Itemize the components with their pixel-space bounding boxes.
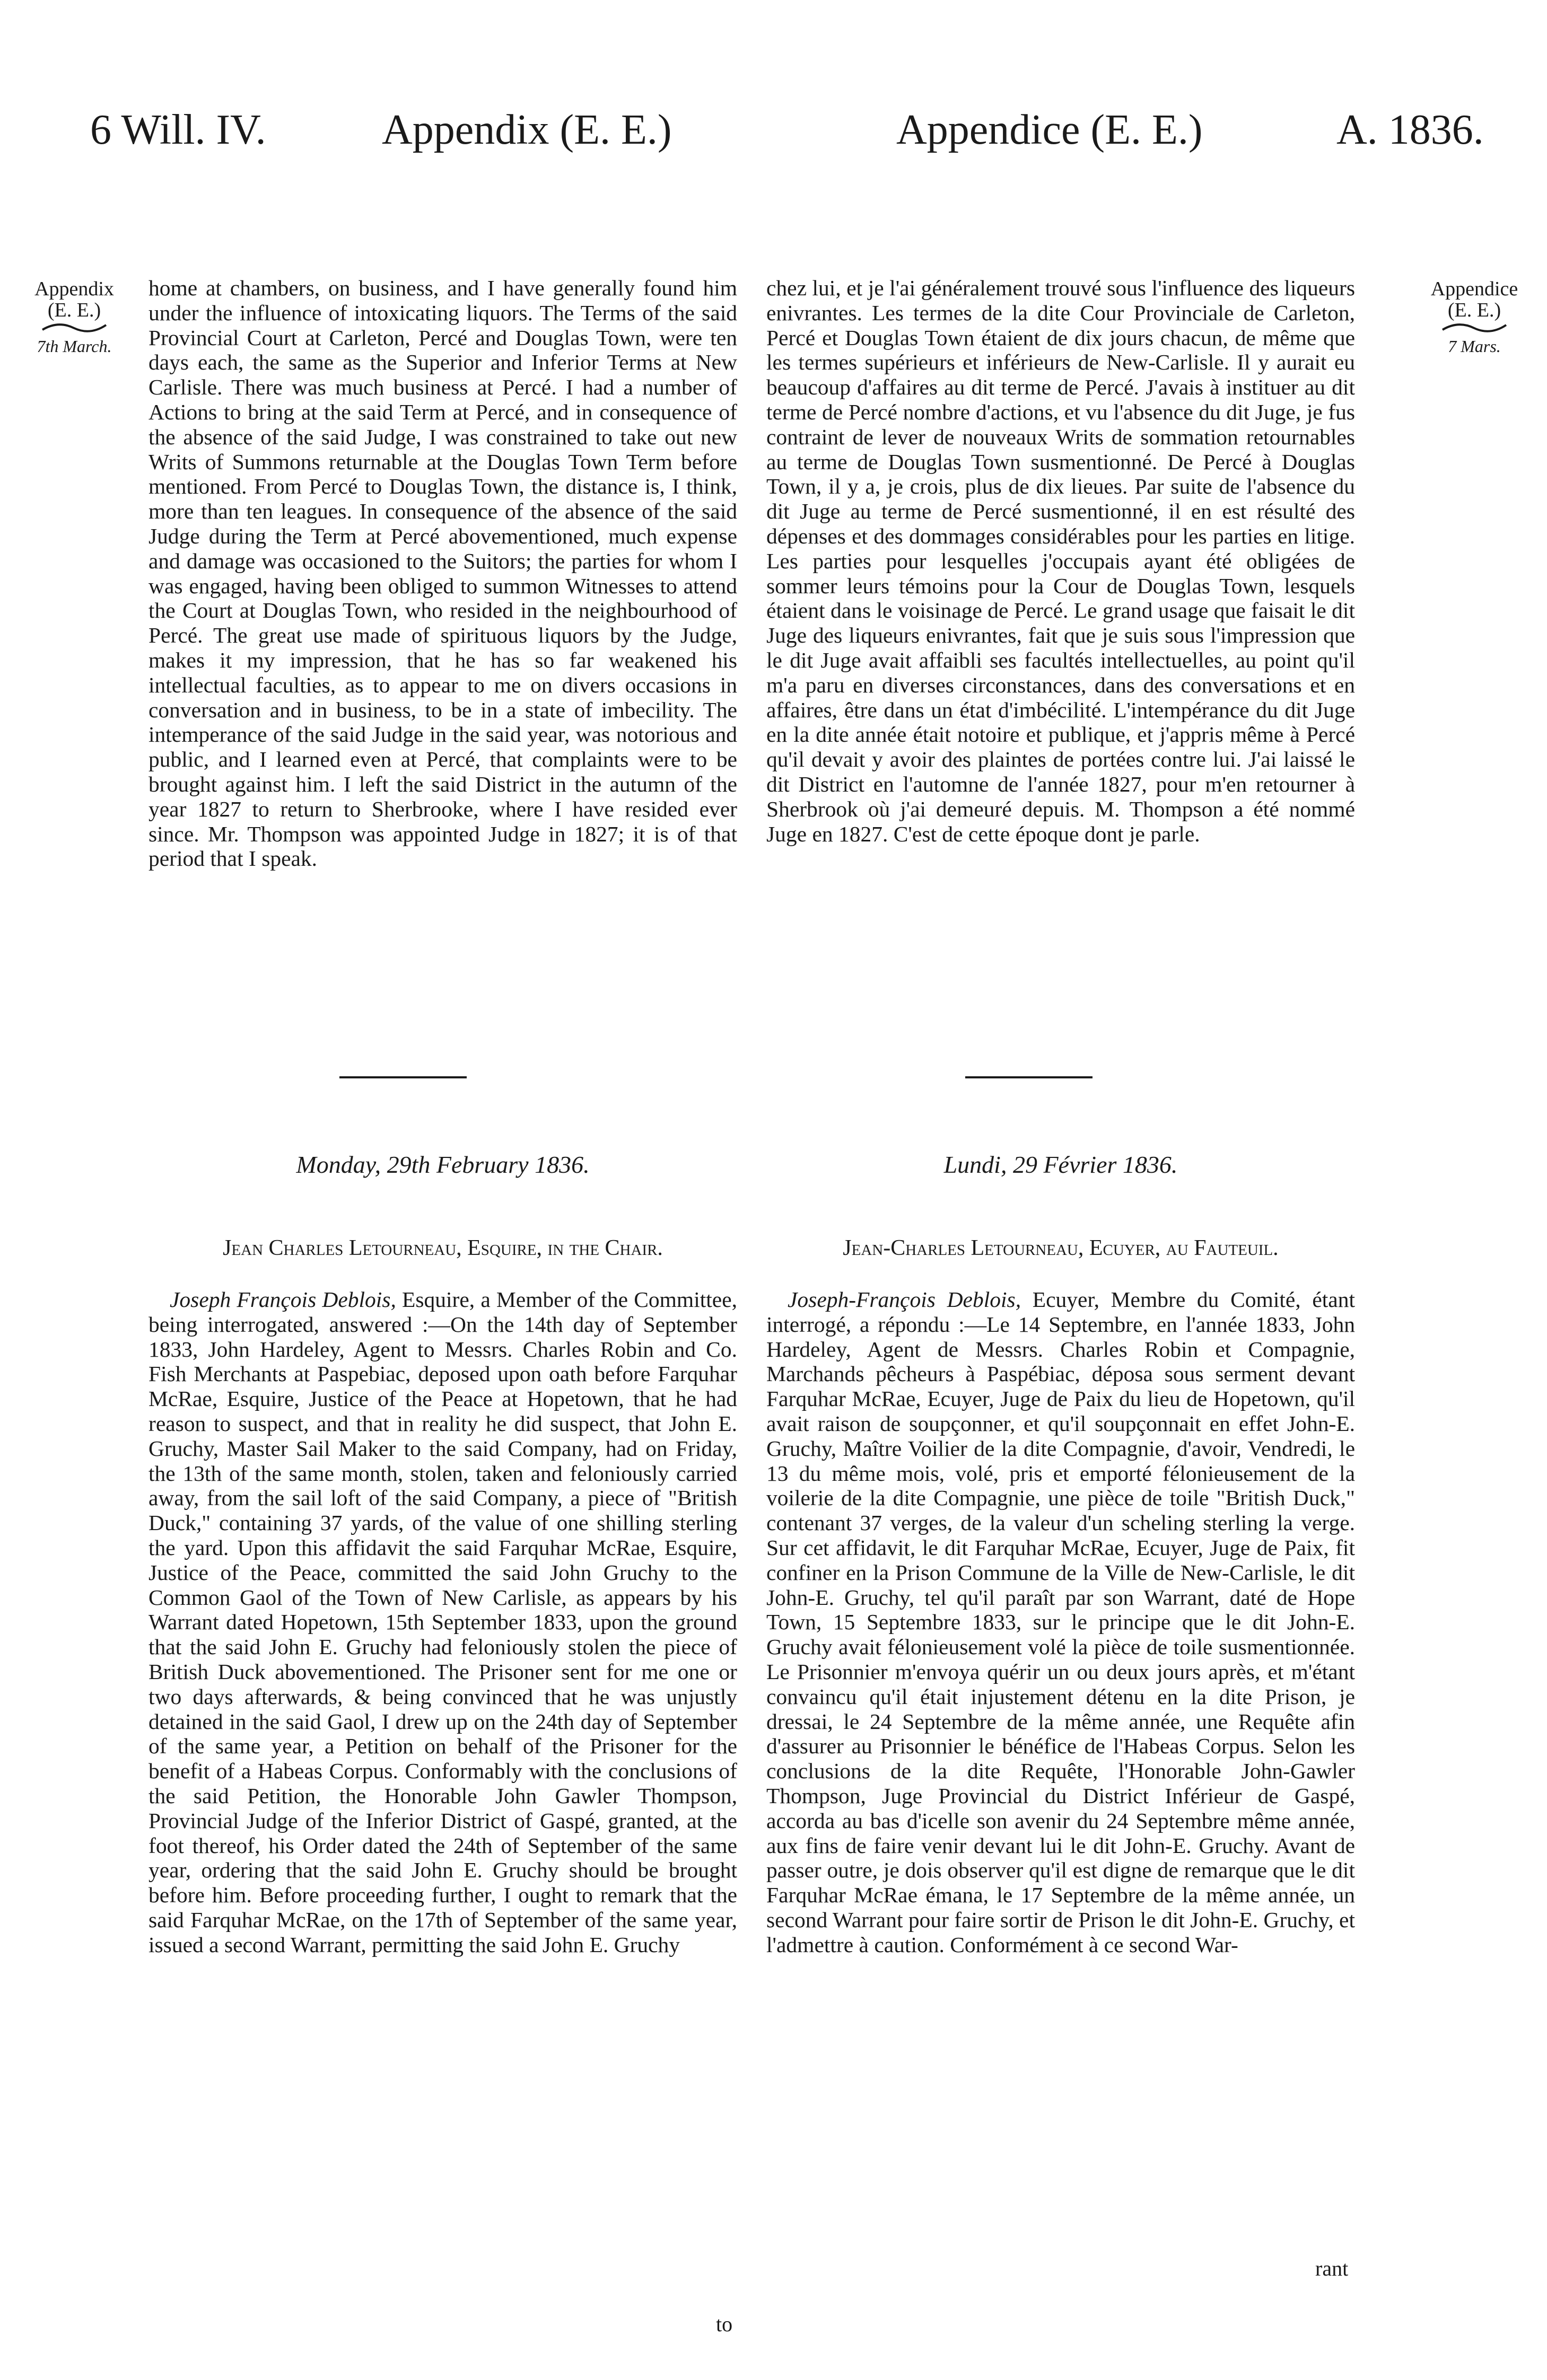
ornament-swash-icon <box>1440 322 1509 333</box>
witness-name: Joseph-François Deblois, <box>788 1287 1021 1312</box>
french-column-bottom <box>766 1287 1355 1957</box>
english-column-bottom <box>148 1287 737 1957</box>
section-rule-left <box>339 1076 467 1078</box>
catchword-french: rant <box>1315 2256 1349 2280</box>
paragraph: chez lui, et je l'ai généralement trouvé sous l'influence des liqueurs enivrantes. Les termes de la dite Cour Provinciale de Carleton, Percé et Douglas Town étaient de dix jours chacun, de même que les termes supérieurs et inférieurs de New-Carlisle. Il y aurait eu beaucoup d'affaires au dit terme de Percé. J'avais à instituer au dit terme de Percé nombre d'actions, et vu l'absence du dit Juge, je fus contraint de lever de nouveaux Writs de sommation retournables au terme de Douglas Town susmentionné. De Percé à Douglas Town, il y a, je crois, plus de dix lieues. Par suite de l'absence du dit Juge au terme de Percé susmentionné, il en est résulté des dépenses et des dommages considérables pour les parties en litige. Les parties pour lesquelles j'occupais ayant été obligées de sommer leurs témoins pour la Cour de Douglas Town, lesquels étaient dans le voisinage de Percé. Le grand usage que faisait le dit Juge des liqueurs enivrantes, fait que je suis sous l'impression que le dit Juge avait affaibli ses facultés intellectuelles, au point qu'il m'a paru en diverses circonstances, dans des conversations et en affaires, être dans un état d'imbécilité. L'intempérance du dit Juge en la dite année était notoire et publique, et j'appris même à Percé qu'il devait y avoir des plaintes de portées contre lui. J'ai laissé le dit District en l'automne de l'année 1827, pour m'en retourner à Sherbrook où j'ai demeuré depuis. M. Thompson a été nommé Juge en 1827. C'est de cette époque dont je parle. <box>766 276 1355 846</box>
margin-sub: (E. E.) <box>47 299 101 321</box>
margin-label: Appendice <box>1430 278 1518 300</box>
running-header <box>85 101 1547 159</box>
margin-note-right <box>1408 278 1541 357</box>
header-appendix-fr: Appendice (E. E.) <box>896 107 1203 153</box>
paragraph <box>766 1287 1355 1957</box>
dateline-english: Monday, 29th February 1836. <box>296 1151 590 1178</box>
chair-line-english: Jean Charles Letourneau, Esquire, in the Chair. <box>223 1236 663 1260</box>
header-year: A. 1836. <box>1336 107 1484 153</box>
paragraph: home at chambers, on business, and I have generally found him under the influence of intoxicating liquors. The Terms of the said Provincial Court at Carleton, Percé and Douglas Town, were ten days each, the same as the Superior and Inferior Terms at New Carlisle. There was much business at Percé. I had a number of Actions to bring at the said Term at Percé, and in consequence of the absence of the said Judge, I was constrained to take out new Writs of Summons returnable at the Douglas Town Term before mentioned. From Percé to Douglas Town, the distance is, I think, more than ten leagues. In consequence of the absence of the said Judge during the Term at Percé abovementioned, much expense and damage was occasioned to the Suitors; the parties for whom I was engaged, having been obliged to summon Witnesses to attend the Court at Douglas Town, who resided in the neighbourhood of Percé. The great use made of spirituous liquors by the Judge, makes it my impression, that he has so far weakened his intellectual faculties, as to appear to me on divers occasions in conversation and in business, to be in a state of imbecility. The intemperance of the said Judge in the said year, was notorious and public, and I learned even at Percé, that complaints were to be brought against him. I left the said District in the autumn of the year 1827 to return to Sherbrooke, where I have resided ever since. Mr. Thompson was appointed Judge in 1827; it is of that period that I speak. <box>148 276 737 871</box>
english-column-top <box>148 276 737 871</box>
dateline-french: Lundi, 29 Février 1836. <box>943 1151 1178 1178</box>
margin-date: 7th March. <box>37 337 112 356</box>
margin-note-left <box>11 278 138 357</box>
margin-label: Appendix <box>34 278 114 300</box>
testimony-text: Esquire, a Member of the Committee, being interrogated, answered :—On the 14th day of September 1833, John Hardeley, Agent to Messrs. Charles Robin and Co. Fish Merchants at Paspebiac, deposed upon oath before Farquhar McRae, Esquire, Justice of the Peace at Hopetown, that he had reason to suspect, and that in reality he did suspect, that John E. Gruchy, Master Sail Maker to the said Company, had on Friday, the 13th of the same month, stolen, taken and feloniously carried away, from the sail loft of the said Company, a piece of "British Duck," containing 37 yards, of the value of one shilling sterling the yard. Upon this affidavit the said Farquhar McRae, Esquire, Justice of the Peace, committed the said John Gruchy to the Common Gaol of the Town of New Carlisle, as appears by his Warrant dated Hopetown, 15th September 1833, upon the ground that the said John E. Gruchy had feloniously stolen the piece of British Duck abovementioned. The Prisoner sent for me one or two days afterwards, & being convinced that he was unjustly detained in the said Gaol, I drew up on the 24th day of September of the same year, a Petition on behalf of the Prisoner for the benefit of a Habeas Corpus. Conformably with the conclusions of the said Petition, the Honorable John Gawler Thompson, Provincial Judge of the Inferior District of Gaspé, granted, at the foot thereof, his Order dated the 24th of September of the same year, ordering that the said John E. Gruchy should be brought before him. Before proceeding further, I ought to remark that the said Farquhar McRae, on the 17th of September of the same year, issued a second Warrant, permitting the said John E. Gruchy <box>148 1287 737 1957</box>
french-column-top <box>766 276 1355 846</box>
margin-date: 7 Mars. <box>1448 337 1501 356</box>
witness-name: Joseph François Deblois, <box>170 1287 396 1312</box>
margin-sub: (E. E.) <box>1447 299 1501 321</box>
testimony-text: Ecuyer, Membre du Comité, étant interrogé, a répondu :—Le 14 Septembre, en l'année 1833, John Hardeley, Agent de Messrs. Charles Robin et Compagnie, Marchands pêcheurs à Paspébiac, déposa sous serment devant Farquhar McRae, Ecuyer, Juge de Paix du lieu de Hopetown, qu'il avait raison de soupçonner, et qu'il soupçonnait en effet John-E. Gruchy, Maître Voilier de la dite Compagnie, d'avoir, Vendredi, le 13 du même mois, volé, pris et emporté félonieusement de la voilerie de la dite Compagnie, une pièce de toile "British Duck," contenant 37 verges, de la valeur d'un scheling sterling la verge. Sur cet affidavit, le dit Farquhar McRae, Ecuyer, Juge de Paix, fit confiner en la Prison Commune de la Ville de New-Carlisle, le dit John-E. Gruchy, tel qu'il paraît par son Warrant, daté de Hope Town, 15 Septembre 1833, sur le principe que le dit John-E. Gruchy avait félonieusement volé la pièce de toile susmentionnée. Le Prisonnier m'envoya quérir un ou deux jours après, et m'étant convaincu qu'il était injustement détenu en la dite Prison, je dressai, le 24 Septembre de la même année, une Requête afin d'assurer au Prisonnier le bénéfice de l'Habeas Corpus. Selon les conclusions de la dite Requête, l'Honorable John-Gawler Thompson, Juge Provincial du District Inférieur de Gaspé, accorda au bas d'icelle son avenir du 24 Septembre même année, aux fins de faire venir devant lui le dit John-E. Gruchy. Avant de passer outre, je dois observer qu'il est digne de remarque que le dit Farquhar McRae émana, le 17 Septembre de la même année, un second Warrant pour faire sortir de Prison le dit John-E. Gruchy, et l'admettre à caution. Conformément à ce second War- <box>766 1287 1356 1957</box>
paragraph <box>148 1287 737 1957</box>
chair-line-french: Jean-Charles Letourneau, Ecuyer, au Fauteuil. <box>843 1236 1279 1260</box>
header-regnal-year: 6 Will. IV. <box>90 107 266 153</box>
ornament-swash-icon <box>40 322 109 333</box>
catchword-english: to <box>716 2312 733 2336</box>
section-rule-right <box>965 1076 1092 1078</box>
header-appendix-en: Appendix (E. E.) <box>382 107 672 153</box>
